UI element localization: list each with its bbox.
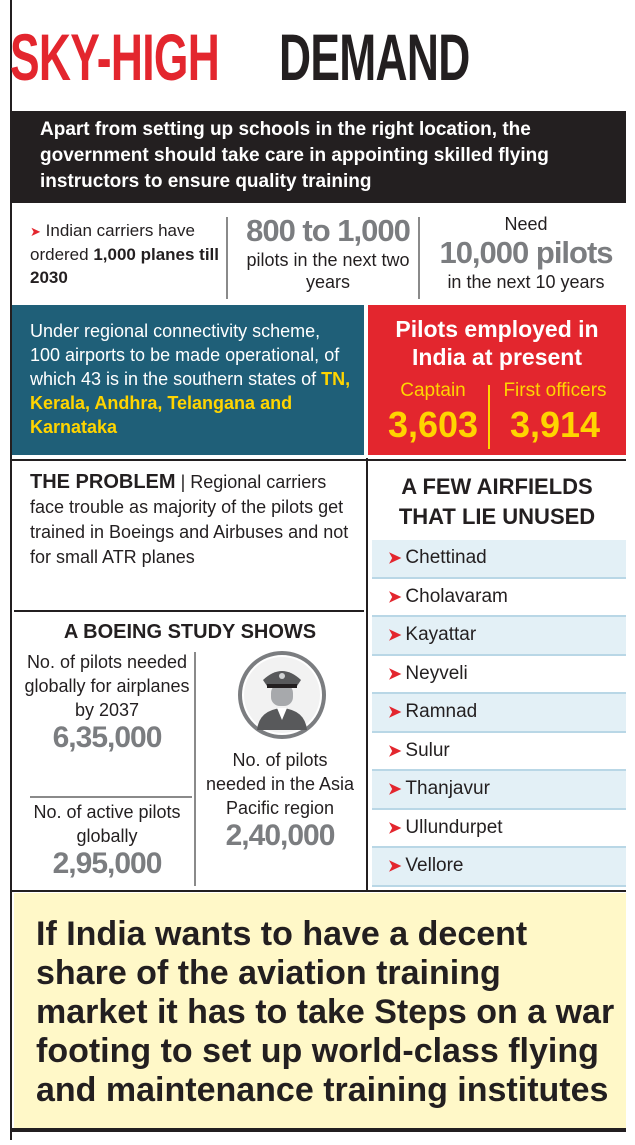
airfield-name: Thanjavur bbox=[405, 778, 490, 800]
captain-column bbox=[378, 379, 488, 447]
intro-banner: Apart from setting up schools in the right location, the government should take care in appointing skilled flying instructors to ensure quality training bbox=[12, 111, 626, 203]
global-pilots-label: No. of pilots needed globally for airplanes by 2037 bbox=[24, 652, 190, 720]
list-item bbox=[372, 579, 626, 618]
page-title bbox=[10, 6, 622, 108]
arrow-icon: ➤ bbox=[388, 550, 402, 568]
divider bbox=[418, 217, 420, 299]
list-item bbox=[372, 848, 626, 887]
arrow-icon: ➤ bbox=[388, 704, 402, 722]
airfield-name: Neyveli bbox=[405, 662, 468, 684]
column-divider bbox=[366, 458, 368, 890]
arrow-icon: ➤ bbox=[388, 665, 402, 683]
airfield-name: Vellore bbox=[405, 855, 464, 877]
divider bbox=[12, 890, 626, 892]
first-officers-label: First officers bbox=[503, 380, 607, 401]
airfield-name: Sulur bbox=[405, 739, 450, 761]
carriers-text: Indian carriers have ordered bbox=[30, 221, 195, 264]
divider bbox=[194, 652, 196, 886]
active-pilots-label: No. of active pilots globally bbox=[33, 802, 181, 846]
airfields-list bbox=[372, 540, 626, 887]
pilots-range-sub: pilots in the next two years bbox=[246, 250, 410, 292]
carriers-bold: 1,000 planes till 2030 bbox=[30, 245, 220, 287]
conclusion-box: If India wants to have a decent share of the aviation training market it has to take Steps on a war footing to set up world-class flying and maintenance training institutes bbox=[14, 893, 626, 1128]
connectivity-box bbox=[12, 305, 364, 455]
list-item bbox=[372, 771, 626, 810]
arrow-icon: ➤ bbox=[388, 819, 402, 837]
arrow-icon: ➤ bbox=[388, 858, 402, 876]
asia-pilots-value: 2,40,000 bbox=[225, 819, 335, 852]
arrow-icon: ➤ bbox=[388, 781, 402, 799]
carriers-stat bbox=[30, 219, 230, 289]
airfield-name: Ullundurpet bbox=[405, 816, 503, 838]
problem-heading: THE PROBLEM bbox=[30, 471, 176, 493]
pilots-employed-columns bbox=[368, 379, 626, 455]
title-red: SKY-HIGH bbox=[10, 20, 220, 94]
pilots-employed-title: Pilots employed in India at present bbox=[395, 316, 599, 370]
captain-value: 3,603 bbox=[387, 404, 479, 445]
asia-pilots-label: No. of pilots needed in the Asia Pacific region bbox=[205, 750, 355, 818]
pilots-range-value: 800 to 1,000 bbox=[246, 213, 410, 248]
title-dark: DEMAND bbox=[279, 20, 471, 94]
need-sub: in the next 10 years bbox=[447, 272, 605, 292]
need-stat bbox=[426, 213, 626, 293]
arrow-icon: ➤ bbox=[388, 588, 402, 606]
arrow-icon: ➤ bbox=[388, 742, 402, 760]
asia-pilots-stat bbox=[200, 748, 360, 852]
airfield-name: Ramnad bbox=[405, 701, 478, 723]
connectivity-text: Under regional connectivity scheme, 100 airports to be made operational, of which 43 is in the southern states of bbox=[30, 321, 340, 389]
divider bbox=[14, 610, 364, 612]
problem-separator: | bbox=[175, 472, 191, 492]
airfields-heading: A FEW AIRFIELDS THAT LIE UNUSED bbox=[398, 474, 596, 529]
problem-section bbox=[30, 470, 360, 570]
arrow-icon: ➤ bbox=[30, 224, 41, 239]
problem-text: Regional carriers face trouble as majority of the pilots get trained in Boeings and Airbuses and not for small ATR planes bbox=[30, 472, 349, 567]
airfield-name: Kayattar bbox=[405, 624, 477, 646]
pilots-range-stat bbox=[230, 213, 426, 293]
need-value: 10,000 pilots bbox=[439, 235, 613, 270]
list-item bbox=[372, 617, 626, 656]
first-officers-column bbox=[490, 379, 620, 447]
global-pilots-value: 6,35,000 bbox=[52, 721, 162, 754]
boeing-heading: A BOEING STUDY SHOWS bbox=[63, 621, 317, 643]
active-pilots-stat bbox=[22, 800, 192, 880]
divider bbox=[30, 796, 192, 798]
connectivity-states: TN, Kerala, Andhra, Telangana and Karnataka bbox=[30, 369, 351, 437]
divider bbox=[226, 217, 228, 299]
list-item bbox=[372, 733, 626, 772]
active-pilots-value: 2,95,000 bbox=[52, 847, 162, 880]
captain-label: Captain bbox=[400, 380, 466, 401]
list-item bbox=[372, 540, 626, 579]
list-item bbox=[372, 694, 626, 733]
airfield-name: Chettinad bbox=[405, 547, 487, 569]
bottom-rule bbox=[12, 1128, 626, 1132]
pilots-employed-box bbox=[368, 305, 626, 455]
pilot-icon bbox=[237, 650, 327, 740]
stats-row bbox=[12, 203, 626, 303]
list-item bbox=[372, 810, 626, 849]
airfield-name: Cholavaram bbox=[405, 585, 508, 607]
divider bbox=[12, 459, 626, 461]
global-pilots-stat bbox=[22, 650, 192, 754]
need-label: Need bbox=[504, 214, 548, 234]
first-officers-value: 3,914 bbox=[509, 404, 601, 445]
arrow-icon: ➤ bbox=[388, 627, 402, 645]
list-item bbox=[372, 656, 626, 695]
